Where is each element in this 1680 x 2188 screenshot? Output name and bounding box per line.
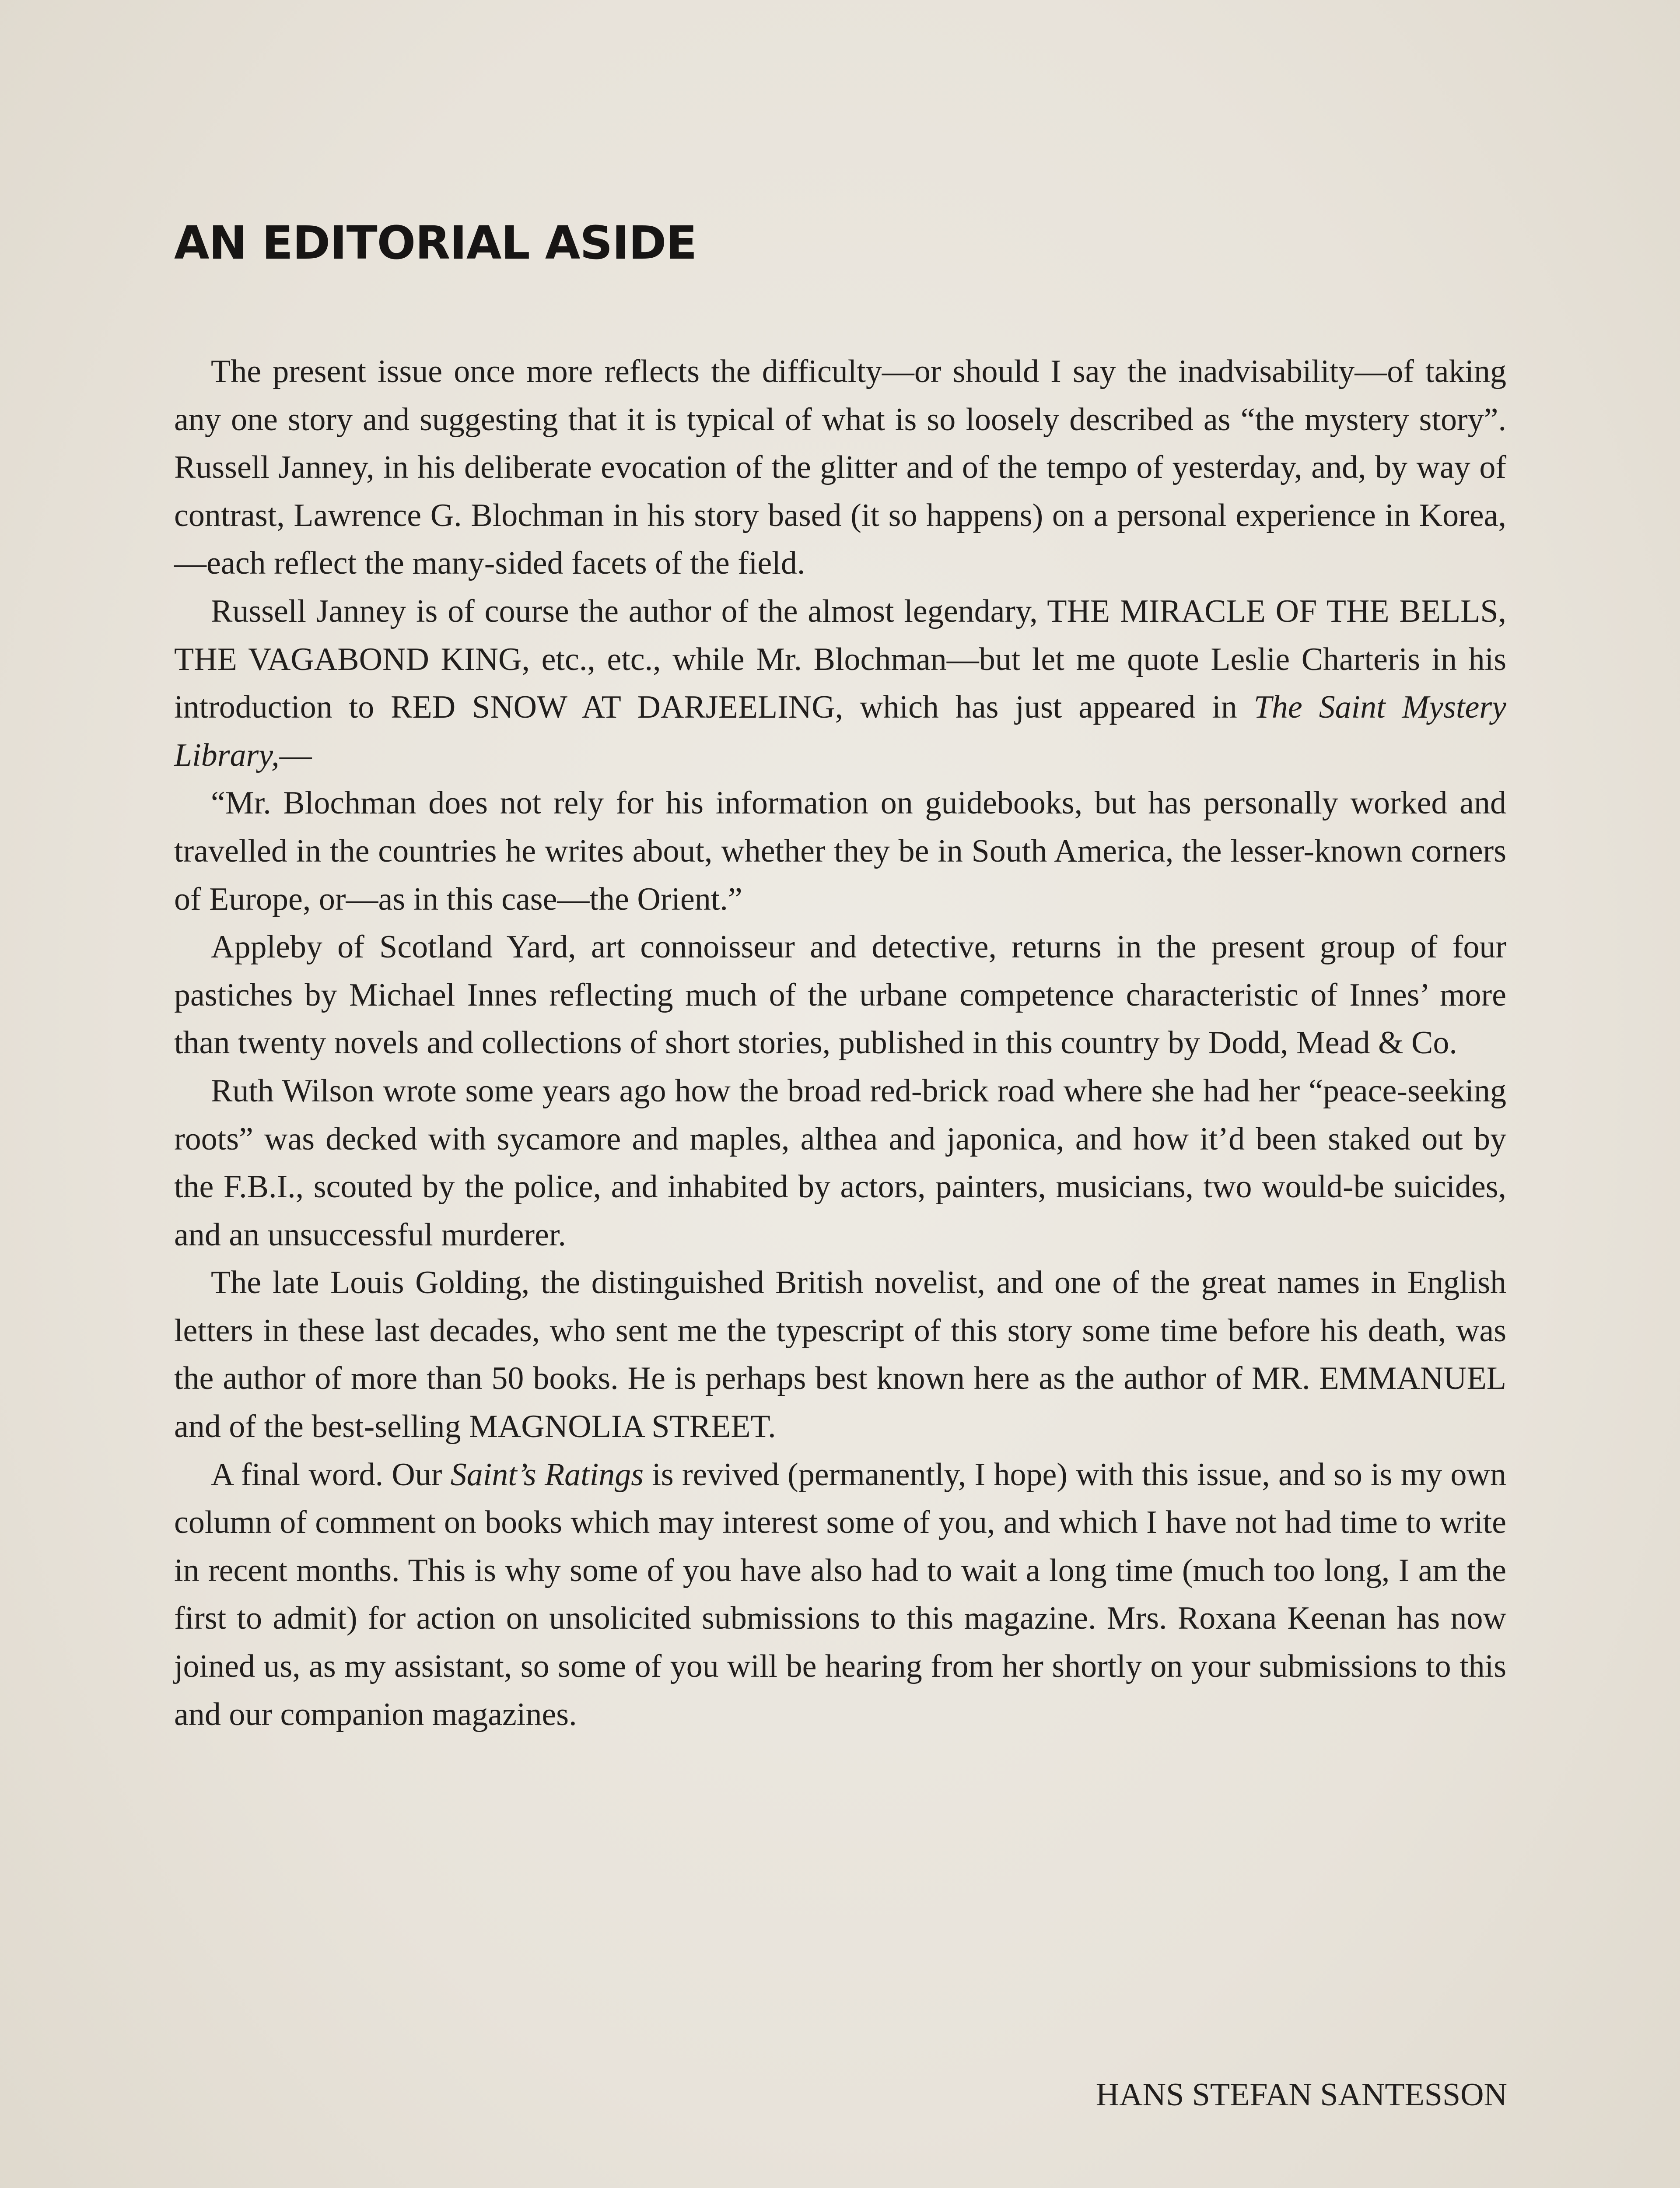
paragraph-2-text: Russell Janney is of course the author of the almost legendary, THE MIRACLE OF THE BELLS, THE VAGABOND KING, etc., etc., while Mr. Blochman—but let me quote Leslie Charteris in his introduction to RED SNOW AT DARJEELING, which has just appeared in	[174, 593, 1506, 726]
paragraph-6: The late Louis Golding, the distinguished British novelist, and one of the great names in English letters in these last decades, who sent me the typescript of this story some time before his death, was the author of more than 50 books. He is perhaps best known here as the author of MR. EMMANUEL and of the best-selling MAGNOLIA STREET.	[174, 1265, 1506, 1445]
paragraph-7-end: is revived (permanently, I hope) with this issue, and so is my own column of comment on books which may interest some of you, and which I have not had time to write in recent months. This is why some of you have also had to wait a long time (much too long, I am the first to admit) for action on unsolicited submissions to this magazine. Mrs. Roxana Keenan has now joined us, as my assistant, so some of you will be hearing from her shortly on your submissions to this and our companion magazines.	[174, 1456, 1506, 1732]
page-title: AN EDITORIAL ASIDE	[174, 216, 697, 270]
book-title-saint-mystery-library: The Saint Mystery Library,	[174, 689, 1506, 773]
paragraph-3: “Mr. Blochman does not rely for his information on guidebooks, but has personally worked and travelled in the countries he writes about, whether they be in South America, the lesser-known corners of Europe, or—as in this case—the Orient.”	[174, 785, 1506, 917]
paragraph-7	[174, 1451, 1506, 1739]
paragraph-4: Appleby of Scotland Yard, art connoisseur and detective, returns in the present group of four pastiches by Michael Innes reflecting much of the urbane competence characteristic of Innes’ more than twenty novels and collections of short stories, published in this country by Dodd, Mead & Co.	[174, 929, 1506, 1061]
column-title-saints-ratings: Saint’s Ratings	[450, 1456, 644, 1493]
paragraph-5: Ruth Wilson wrote some years ago how the broad red-brick road where she had her “peace-seeking roots” was decked with sycamore and maples, althea and japonica, and how it’d been staked out by the F.B.I., scouted by the police, and inhabited by actors, painters, musicians, two would-be suicides, and an unsuccessful murderer.	[174, 1073, 1506, 1253]
editorial-body	[174, 348, 1506, 1739]
editor-signature: HANS STEFAN SANTESSON	[1096, 2077, 1507, 2113]
paragraph-7-text: A final word. Our	[211, 1456, 451, 1493]
paragraph-1: The present issue once more reflects the difficulty—or should I say the inadvisability—of taking any one story and suggesting that it is typical of what is so loosely described as “the mystery story”. Russell Janney, in his deliberate evocation of the glitter and of the tempo of yesterday, and, by way of contrast, Lawrence G. Blochman in his story based (it so happens) on a personal experience in Korea, —each reflect the many-sided facets of the field.	[174, 354, 1506, 582]
paragraph-2-end: —	[279, 737, 312, 773]
paragraph-2	[174, 588, 1506, 779]
